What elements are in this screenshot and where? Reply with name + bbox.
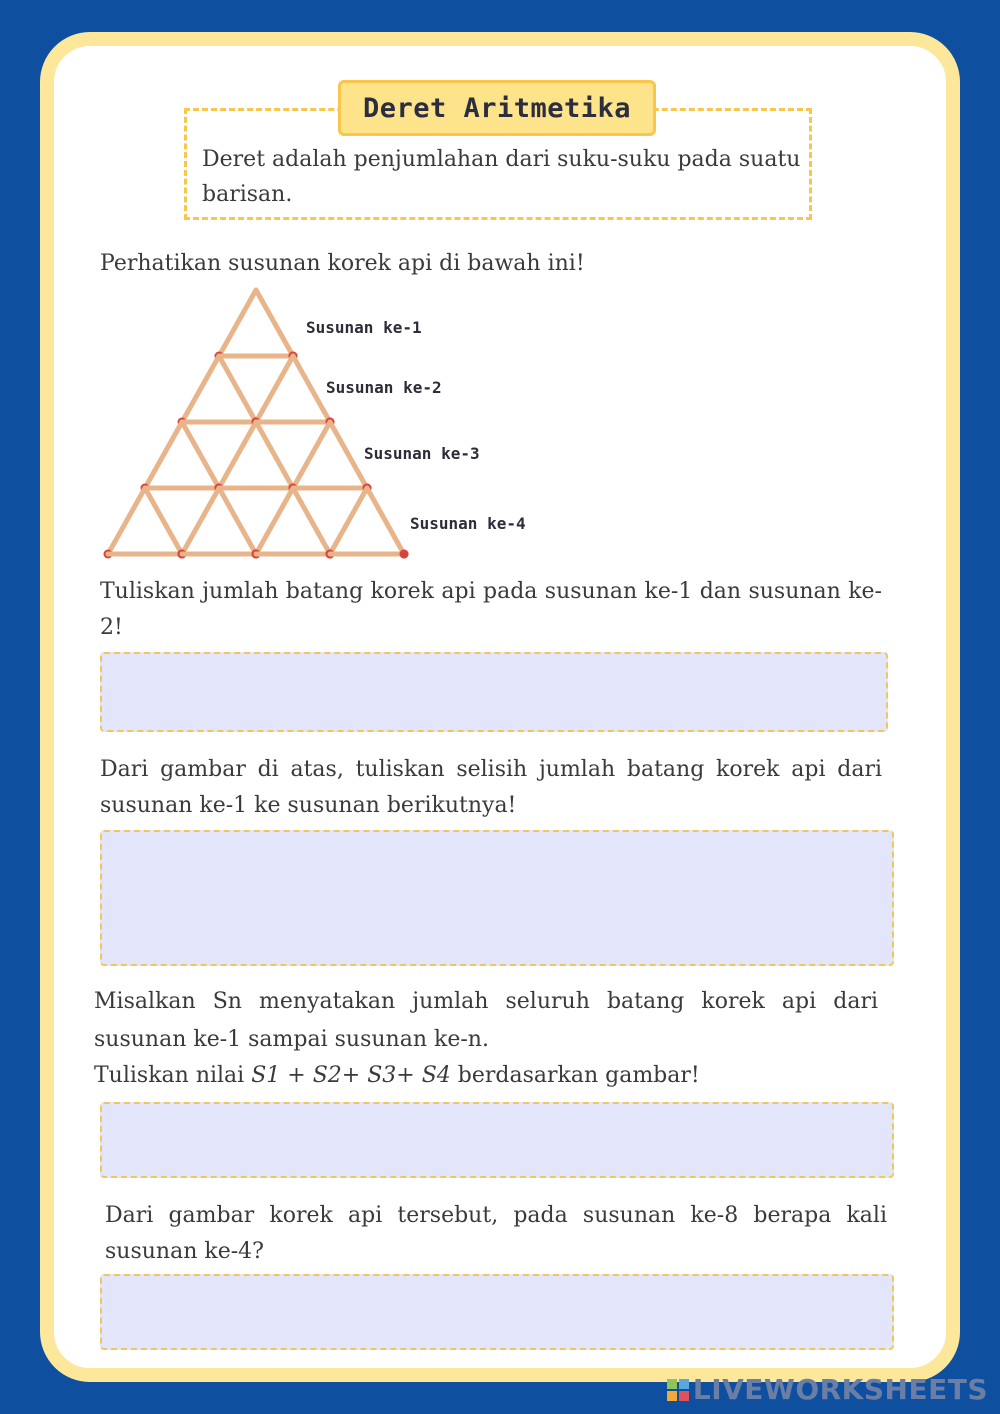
answer-field-3[interactable] [100, 1102, 894, 1178]
question-2-line-2: susunan ke-1 ke susunan berikutnya! [100, 793, 517, 818]
match-right [219, 356, 256, 422]
matchstick-figure [98, 282, 558, 572]
question-3-line-1: Misalkan Sn menyatakan jumlah seluruh batang korek api dari [94, 989, 878, 1014]
question-3-line-2: susunan ke-1 sampai susunan ke-n. [94, 1027, 489, 1052]
figure-label-4: Susunan ke-4 [410, 514, 526, 533]
answer-field-1[interactable] [100, 652, 888, 732]
match-right [330, 422, 367, 488]
answer-field-4[interactable] [100, 1274, 894, 1350]
match-right [256, 290, 293, 356]
definition-text: Deret adalah penjumlahan dari suku-suku pada suatu barisan. [202, 147, 801, 207]
match-left [330, 488, 367, 554]
match-right [367, 488, 404, 554]
match-left [108, 488, 145, 554]
question-1-line-1: Tuliskan jumlah batang korek api pada susunan ke-1 dan susunan ke- [100, 579, 882, 604]
match-right [182, 422, 219, 488]
match-right [256, 422, 293, 488]
figure-label-3: Susunan ke-3 [364, 444, 480, 463]
match-left [256, 356, 293, 422]
intro-text: Perhatikan susunan korek api di bawah ini! [100, 251, 585, 276]
figure-label-2: Susunan ke-2 [326, 378, 442, 397]
liveworksheets-logo-icon [667, 1379, 689, 1401]
match-left [256, 488, 293, 554]
figure-label-1: Susunan ke-1 [306, 318, 422, 337]
match-left [219, 422, 256, 488]
match-left [293, 422, 330, 488]
page-title: Deret Aritmetika [338, 80, 656, 136]
question-3-suffix: berdasarkan gambar! [457, 1063, 700, 1088]
match-right [293, 488, 330, 554]
question-3-formula: S1 + S2+ S3+ S4 [251, 1063, 451, 1088]
match-head [400, 550, 409, 559]
question-3-prefix: Tuliskan nilai [94, 1063, 245, 1088]
watermark [667, 1373, 988, 1406]
match-left [145, 422, 182, 488]
match-right [219, 488, 256, 554]
match-right [293, 356, 330, 422]
answer-field-2[interactable] [100, 830, 894, 966]
question-4-line-2: susunan ke-4? [105, 1239, 264, 1264]
question-3-line-3 [94, 1058, 700, 1093]
question-1-line-2: 2! [100, 615, 123, 640]
question-4-line-1: Dari gambar korek api tersebut, pada susunan ke-8 berapa kali [105, 1203, 887, 1228]
match-right [145, 488, 182, 554]
match-left [219, 290, 256, 356]
match-left [182, 488, 219, 554]
match-left [182, 356, 219, 422]
watermark-text: LIVEWORKSHEETS [692, 1373, 988, 1406]
question-2-line-1: Dari gambar di atas, tuliskan selisih jumlah batang korek api dari [100, 757, 882, 782]
